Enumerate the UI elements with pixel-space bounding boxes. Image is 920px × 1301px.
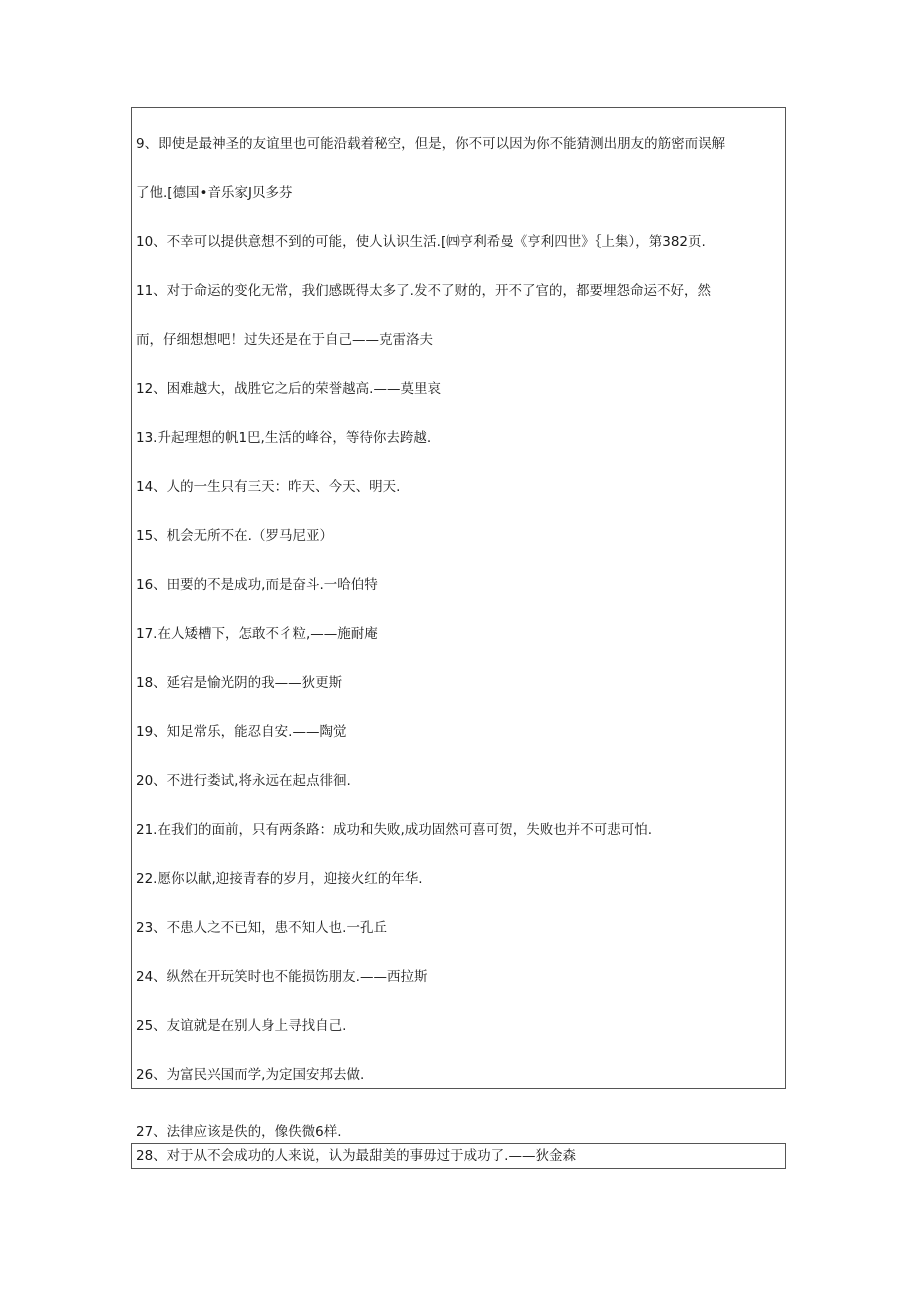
- quote-line: 26、为富民兴国而学,为定国安邦去做.: [136, 1067, 365, 1083]
- quote-line: 11、对于命运的变化无常，我们感既得太多了.发不了财的，开不了官的，都要埋怨命运不好，然: [136, 283, 711, 299]
- quote-line: 13.升起理想的帆1巴,生活的峰谷，等待你去跨越.: [136, 430, 432, 446]
- quote-line: 9、即使是最神圣的友谊里也可能沿载着秘空，但是，你不可以因为你不能猜测出朋友的筋密而误解: [136, 136, 726, 152]
- quote-line: 14、人的一生只有三天：昨天、今天、明天.: [136, 479, 401, 495]
- quote-line: 17.在人矮槽下，怎敢不彳粒,——施耐庵: [136, 626, 378, 642]
- quote-28-box: [131, 1143, 786, 1169]
- quote-line: 21.在我们的面前，只有两条路：成功和失败,成功固然可喜可贺，失败也并不可悲可怕.: [136, 822, 653, 838]
- quote-line: 20、不进行娄试,将永远在起点徘徊.: [136, 773, 351, 789]
- quote-line: 22.愿你以献,迎接青春的岁月，迎接火红的年华.: [136, 871, 423, 887]
- quote-line: 16、田要的不是成功,而是奋斗.一哈伯特: [136, 577, 378, 593]
- quote-line: 24、纵然在开玩笑时也不能损饬朋友.——西拉斯: [136, 969, 428, 985]
- quote-27: 27、法律应该是佚的，像佚微6样.: [136, 1124, 342, 1140]
- quote-line: 23、不患人之不已知，患不知人也.一孔丘: [136, 920, 387, 936]
- quote-line: 19、知足常乐，能忍自安.——陶觉: [136, 724, 347, 740]
- quote-line: 12、困难越大，战胜它之后的荣誉越高.——莫里哀: [136, 381, 441, 397]
- quote-line: 25、友谊就是在别人身上寻找自己.: [136, 1018, 347, 1034]
- quote-line: 18、延宕是愉光阴的我——狄更斯: [136, 675, 343, 691]
- quote-28: 28、对于从不会成功的人来说，认为最甜美的事毋过于成功了.——狄金森: [136, 1148, 576, 1164]
- quote-line: 15、机会无所不在.（罗马尼亚）: [136, 528, 333, 544]
- quote-line: 了他.[德国•音乐家J贝多芬: [136, 185, 293, 201]
- quote-table-box: [131, 107, 786, 1089]
- quote-line: 而，仔细想想吧！过失还是在于自己——克雷洛夫: [136, 332, 433, 348]
- quote-line: 10、不幸可以提供意想不到的可能，使人认识生活.[㈣亨利希曼《亨利四世》｛上集），第382页.: [136, 234, 706, 250]
